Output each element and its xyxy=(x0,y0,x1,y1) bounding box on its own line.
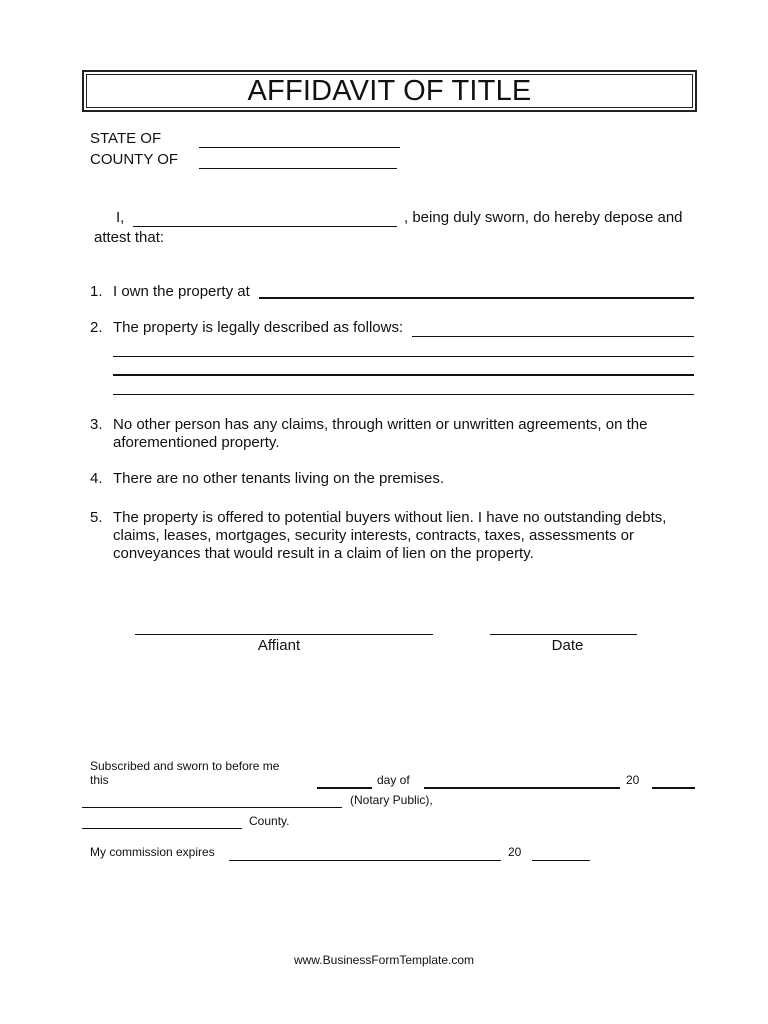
day-of-label: day of xyxy=(377,773,410,787)
commission-label: My commission expires xyxy=(90,845,215,859)
state-field[interactable] xyxy=(199,147,400,148)
county-field[interactable] xyxy=(199,168,397,169)
notary-county-field[interactable] xyxy=(82,828,242,829)
title-box-inner xyxy=(86,74,693,108)
item-4-text: There are no other tenants living on the premises. xyxy=(113,470,445,487)
month-field[interactable] xyxy=(424,787,620,789)
item-3-number: 3. xyxy=(90,416,103,433)
legal-description-field-1[interactable] xyxy=(412,336,694,337)
commission-year-field[interactable] xyxy=(532,860,590,861)
title-box xyxy=(82,70,697,112)
day-field[interactable] xyxy=(317,787,372,789)
item-2-number: 2. xyxy=(90,319,103,336)
commission-date-field[interactable] xyxy=(229,860,501,861)
legal-description-field-4[interactable] xyxy=(113,394,694,395)
item-5-line-3: conveyances that would result in a claim of lien on the property. xyxy=(113,545,534,562)
footer-url: www.BusinessFormTemplate.com xyxy=(293,953,475,967)
document-title: AFFIDAVIT OF TITLE xyxy=(247,74,532,107)
legal-description-field-3[interactable] xyxy=(113,374,694,376)
year-prefix-label: 20 xyxy=(626,773,640,787)
county-label: COUNTY OF xyxy=(90,151,179,168)
item-3-line-1: No other person has any claims, through written or unwritten agreements, on the xyxy=(113,416,648,433)
subscribed-line-2: this xyxy=(90,773,109,787)
item-5-line-2: claims, leases, mortgages, security interests, contracts, taxes, assessments or xyxy=(113,527,635,544)
state-label: STATE OF xyxy=(90,130,162,147)
intro-sworn-text: , being duly sworn, do hereby depose and xyxy=(404,209,683,226)
affiant-name-field[interactable] xyxy=(133,226,397,227)
item-3-line-2: aforementioned property. xyxy=(113,434,280,451)
item-4-number: 4. xyxy=(90,470,103,487)
date-label: Date xyxy=(551,637,584,654)
property-address-field[interactable] xyxy=(259,297,694,299)
county-suffix-label: County. xyxy=(249,814,290,828)
notary-name-field[interactable] xyxy=(82,807,342,808)
intro-attest-text: attest that: xyxy=(94,229,165,246)
date-signature-field[interactable] xyxy=(490,634,637,635)
item-1-text: I own the property at xyxy=(113,283,250,300)
intro-pronoun: I, xyxy=(116,209,125,226)
item-5-line-1: The property is offered to potential buyers without lien. I have no outstanding debts, xyxy=(113,509,667,526)
notary-public-label: (Notary Public), xyxy=(350,793,433,807)
item-1-number: 1. xyxy=(90,283,103,300)
item-5-number: 5. xyxy=(90,509,103,526)
subscribed-line-1: Subscribed and sworn to before me xyxy=(90,759,280,773)
legal-description-field-2[interactable] xyxy=(113,356,694,357)
affiant-label: Affiant xyxy=(257,637,301,654)
commission-year-prefix: 20 xyxy=(508,845,522,859)
affiant-signature-field[interactable] xyxy=(135,634,433,635)
year-field[interactable] xyxy=(652,787,695,789)
item-2-text: The property is legally described as follows: xyxy=(113,319,404,336)
